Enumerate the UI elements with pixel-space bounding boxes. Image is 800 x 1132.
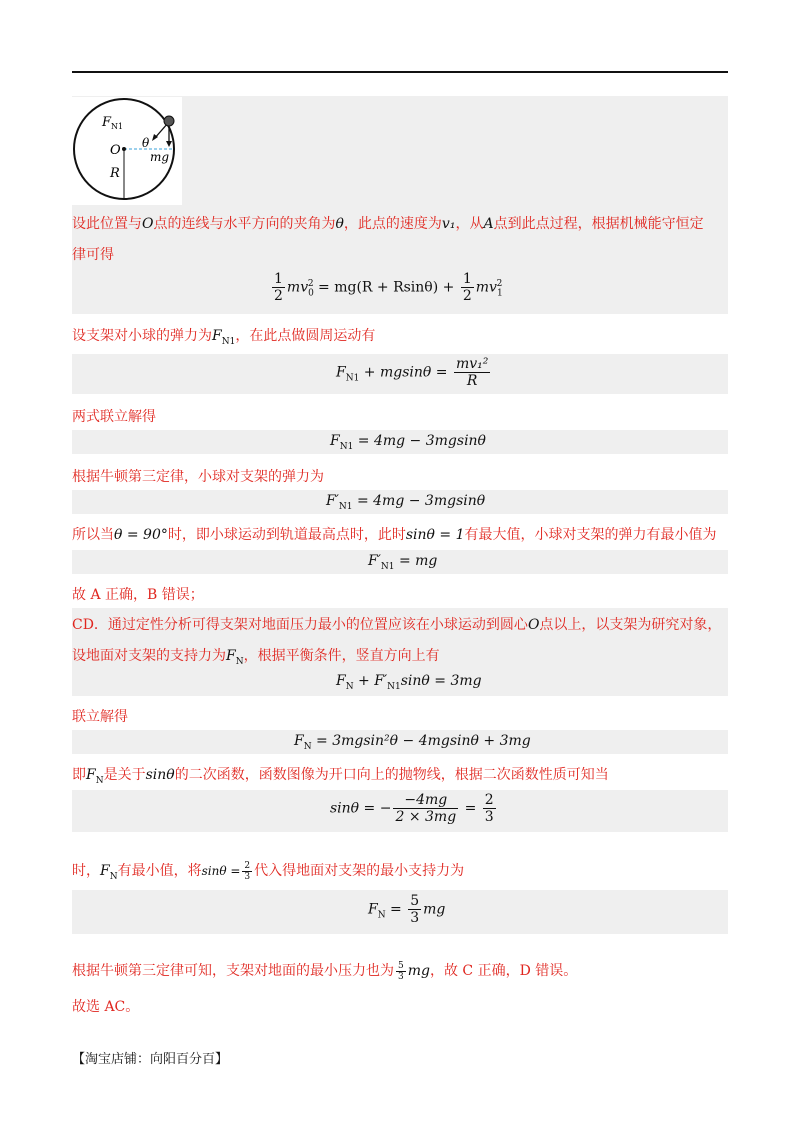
footer-shop-label: 【淘宝店铺：向阳百分百】 [72, 1051, 229, 1066]
equation-1: $\frac{1}{2}$ $mv_0^2 = mg(R + Rsin\theta)$ + $\frac{1}{2}$ $mv_1^2$ [274, 271, 503, 304]
center-dot [122, 147, 126, 151]
equation-6: $F_N + F'_{N1}\sin\theta = 3mg$ [336, 673, 482, 692]
theta-label: θ [142, 136, 150, 150]
equation-7: $F_N = 3mgsin^2\theta - 4mgsin\theta + 3mg$ [294, 733, 531, 752]
equation-3: $F_{N1} = 4mg - 3mgsin\theta$ [330, 433, 486, 452]
para-5: 所以当θ = 90°时，即小球运动到轨道最高点时，此时sinθ = 1有最大值，小球对支架的弹力有最小值为 [72, 527, 717, 543]
equation-2: $F_{N1} + mgsin\theta$ = $\frac{\text{mv₁²}}{R}$ [336, 356, 489, 389]
para-2: 设支架对小球的弹力为$F_{N1}$，在此点做圆周运动有 [72, 328, 376, 347]
equation-4: $F'_{N1} = 4mg - 3mgsin\theta$ [326, 493, 486, 512]
para-12: 根据牛顿第三定律可知，支架对地面的最小压力也为 $\frac{5}{3}$ mg，故 C 正确，D 错误。 [72, 960, 578, 982]
header-rule [72, 71, 728, 73]
para-3: 两式联立解得 [72, 409, 156, 425]
equation-8: sinθ = − $\frac{-4mg}{2 \times 3mg}$ = $\frac{2}{3}$ [330, 792, 494, 825]
r-label: R [110, 166, 120, 181]
para-1-line-2: 律可得 [72, 247, 114, 263]
para-1-line-1: 设此位置与O点的连线与水平方向的夹角为θ，此点的速度为v₁，从A点到此点过程，根据机械能守恒定 [72, 216, 704, 232]
para-10: 即$F_N$是关于sinθ的二次函数，函数图像为开口向上的抛物线，根据二次函数性质可知当 [72, 767, 609, 786]
circle-figure [72, 97, 182, 205]
para-8: 设地面对支架的支持力为$F_N$，根据平衡条件，竖直方向上有 [72, 648, 440, 667]
equation-5: $F'_{N1}$ = mg [368, 553, 438, 572]
mg-label: mg [150, 150, 170, 164]
para-11: 时，$F_N$有最小值，将sinθ = $\frac{2}{3}$ 代入得地面对支架的最小支持力为 [72, 860, 465, 882]
para-7: CD．通过定性分析可得支架对地面压力最小的位置应该在小球运动到圆心O点以上，以支架为研究对象， [72, 617, 722, 633]
equation-9: $F_N$ = $\frac{5}{3}$ mg [368, 893, 446, 926]
o-label: O [110, 143, 121, 158]
para-6: 故 A 正确，B 错误； [72, 587, 204, 603]
ball [164, 116, 174, 126]
para-4: 根据牛顿第三定律，小球对支架的弹力为 [72, 469, 324, 485]
para-13: 故选 AC。 [72, 999, 140, 1015]
fn1-label: $F_{N1}$ [102, 115, 124, 131]
para-9: 联立解得 [72, 709, 128, 725]
